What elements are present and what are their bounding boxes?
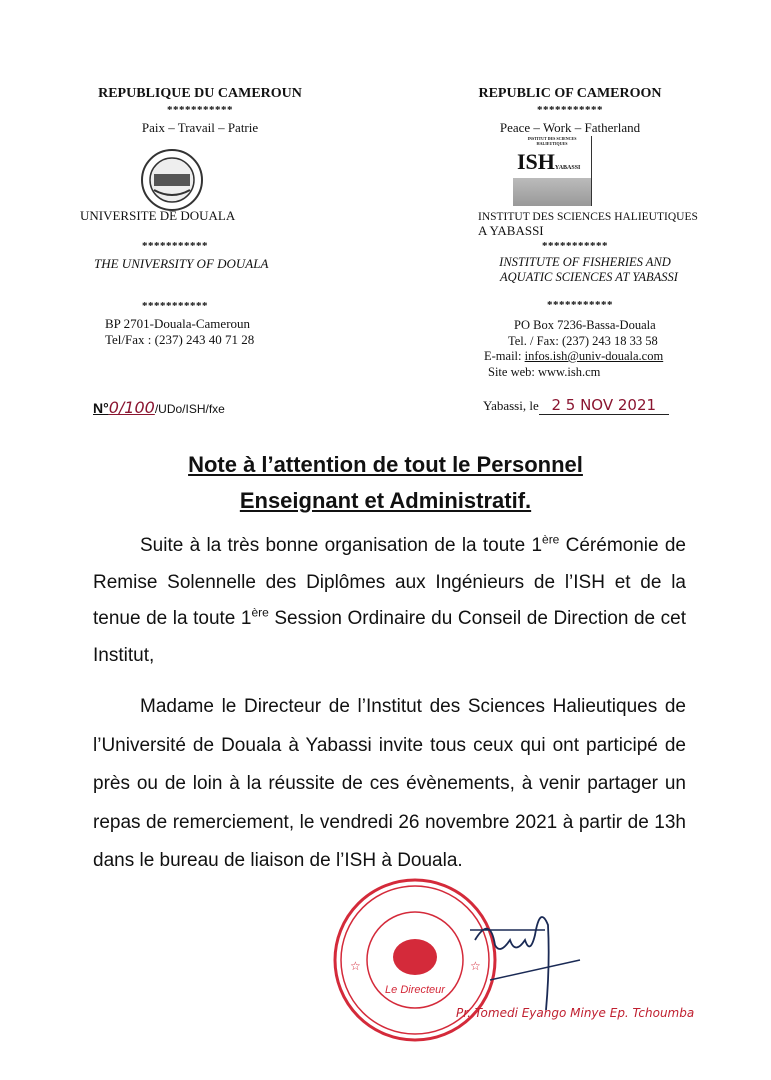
address: BP 2701-Douala-Cameroun xyxy=(105,316,251,331)
title-line-2: Enseignant et Administratif. xyxy=(239,488,532,513)
website: Site web: www.ish.cm xyxy=(488,364,601,379)
institute-fr xyxy=(478,210,708,238)
email-label: E-mail: xyxy=(484,349,525,363)
signature-mark xyxy=(470,905,590,1015)
p1-text-a: Suite à la très bonne organisation de la toute 1 xyxy=(140,535,543,556)
superscript: ère xyxy=(542,532,560,547)
ref-suffix: /UDo/ISH/fxe xyxy=(154,402,225,416)
p1-text-b: Cérémonie de Remise Solennelle des Diplômes aux Ingénieurs de l’ISH et de la tenue de la toute 1 xyxy=(93,535,686,629)
logo-sub: YABASSI xyxy=(554,165,581,171)
paragraph-1 xyxy=(93,528,686,674)
institute-en xyxy=(480,255,690,285)
stars: *********** xyxy=(167,104,233,116)
university-logo xyxy=(140,148,204,212)
university-fr: UNIVERSITE DE DOUALA xyxy=(80,208,236,223)
institute-en-2: AQUATIC SCIENCES AT YABASSI xyxy=(500,270,678,284)
date-value: 2 5 NOV 2021 xyxy=(539,396,669,415)
left-address xyxy=(90,316,305,348)
right-address xyxy=(484,318,704,380)
stars: *********** xyxy=(142,240,208,252)
stars: *********** xyxy=(537,104,603,116)
logo-main: ISH xyxy=(517,149,555,174)
signatory-name: Pr. Tomedi Eyango Minye Ep. Tchoumba xyxy=(456,1006,695,1020)
superscript: ère xyxy=(251,605,269,620)
right-header xyxy=(470,86,670,136)
country-en: REPUBLIC OF CAMEROON xyxy=(478,86,662,101)
address: PO Box 7236-Bassa-Douala xyxy=(514,318,656,332)
svg-text:☆: ☆ xyxy=(350,959,361,973)
left-header xyxy=(90,86,310,136)
svg-text:☆: ☆ xyxy=(470,959,481,973)
stars: *********** xyxy=(547,299,613,311)
date-place: Yabassi, le xyxy=(483,398,539,413)
logo-top: INSTITUT DES SCIENCES HALIEUTIQUES xyxy=(527,136,577,146)
reference-number xyxy=(93,398,225,417)
institute-fr-1: INSTITUT DES SCIENCES HALIEUTIQUES xyxy=(478,211,698,223)
phone: Tel/Fax : (237) 243 40 71 28 xyxy=(105,332,255,347)
motto-fr: Paix – Travail – Patrie xyxy=(141,120,259,135)
country-fr: REPUBLIQUE DU CAMEROUN xyxy=(98,86,302,101)
date-line xyxy=(483,396,669,415)
ref-number: 0/100 xyxy=(108,398,155,417)
p1-text-c: Session Ordinaire du Conseil de Direction de cet Institut, xyxy=(93,608,686,666)
stamp-title: Le Directeur xyxy=(385,984,445,996)
phone: Tel. / Fax: (237) 243 18 33 58 xyxy=(508,333,658,348)
email-link[interactable]: infos.ish@univ-douala.com xyxy=(524,349,664,363)
ish-logo xyxy=(513,136,592,206)
institute-fr-2: A YABASSI xyxy=(478,223,544,238)
institute-en-1: INSTITUTE OF FISHERIES AND xyxy=(499,255,671,269)
motto-en: Peace – Work – Fatherland xyxy=(499,120,641,135)
ref-prefix: N° xyxy=(93,400,109,416)
stars: *********** xyxy=(142,300,208,312)
paragraph-2: Madame le Directeur de l’Institut des Sciences Halieutiques de l’Université de Douala à Yabassi invite tous ceux qui ont participé de près ou de loin à la réussite de ces évènements, à venir partager un repas de remerciement, le vendredi 26 novembre 2021 à partir de 13h dans le bureau de liaison de l’ISH à Douala. xyxy=(93,696,686,871)
title-line-1: Note à l’attention de tout le Personnel xyxy=(188,452,583,477)
stars: *********** xyxy=(542,240,608,252)
university-en: THE UNIVERSITY OF DOUALA xyxy=(94,256,269,271)
